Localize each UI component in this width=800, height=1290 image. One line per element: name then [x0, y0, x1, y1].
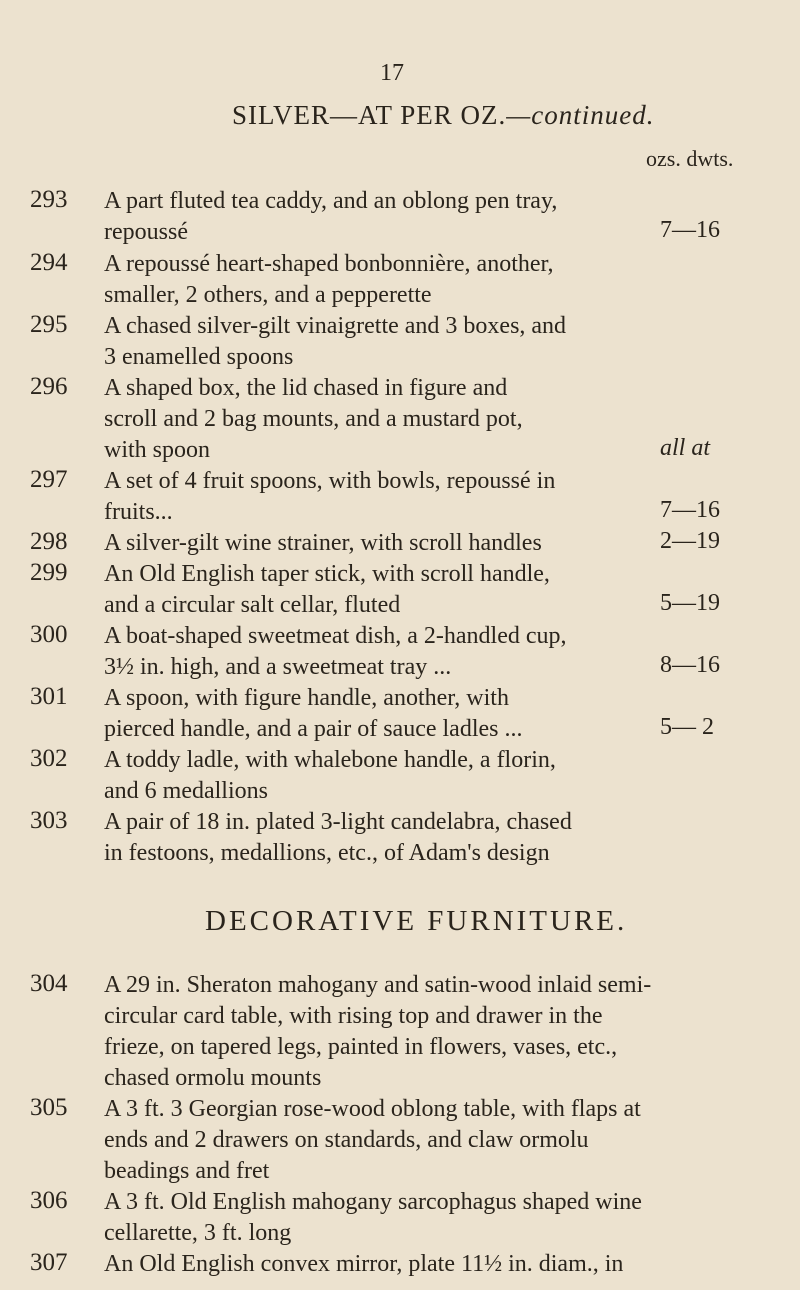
lot-number: 306 — [30, 1187, 68, 1214]
lot-description — [104, 1187, 642, 1249]
lot-number: 293 — [30, 186, 68, 213]
lot-weight: 7—16 — [660, 217, 720, 243]
lot-line: chased ormolu mounts — [104, 1065, 322, 1091]
lot-description — [104, 683, 522, 745]
section-heading: DECORATIVE FURNITURE. — [205, 905, 628, 937]
lot-number: 301 — [30, 683, 68, 710]
lot-line: A chased silver-gilt vinaigrette and 3 boxes, and — [104, 313, 567, 339]
lot-line: A silver-gilt wine strainer, with scroll handles — [104, 530, 542, 556]
lot-line: pierced handle, and a pair of sauce ladles ... — [104, 716, 523, 742]
lot-description — [104, 745, 556, 807]
lot-number: 307 — [30, 1249, 68, 1276]
lot-weight: 8—16 — [660, 652, 720, 678]
lot-number: 296 — [30, 373, 68, 400]
lot-description — [104, 1094, 641, 1187]
lot-weight: 2—19 — [660, 528, 720, 554]
running-head-title: SILVER—AT PER OZ. — [232, 100, 507, 130]
lot-number: 294 — [30, 249, 68, 276]
lot-line: A set of 4 fruit spoons, with bowls, repoussé in — [104, 468, 556, 494]
lot-line: ends and 2 drawers on standards, and claw ormolu — [104, 1127, 589, 1153]
lot-line: A toddy ladle, with whalebone handle, a florin, — [104, 747, 556, 773]
lot-line: fruits... — [104, 499, 173, 525]
lot-description — [104, 970, 651, 1094]
lot-number: 300 — [30, 621, 68, 648]
lot-description — [104, 186, 557, 248]
lot-number: 303 — [30, 807, 68, 834]
lot-number: 305 — [30, 1094, 68, 1121]
lot-line: scroll and 2 bag mounts, and a mustard pot, — [104, 406, 523, 432]
lot-line: A spoon, with figure handle, another, with — [104, 685, 509, 711]
lot-number: 302 — [30, 745, 68, 772]
lot-number: 297 — [30, 466, 68, 493]
lot-description — [104, 373, 523, 466]
lot-number: 299 — [30, 559, 68, 586]
lot-description — [104, 249, 554, 311]
lot-line: A 29 in. Sheraton mahogany and satin-wood inlaid semi- — [104, 972, 652, 998]
lot-line: A part fluted tea caddy, and an oblong pen tray, — [104, 188, 558, 214]
lot-line: An Old English taper stick, with scroll handle, — [104, 561, 550, 587]
lot-weight: 7—16 — [660, 497, 720, 523]
lot-line: circular card table, with rising top and drawer in the — [104, 1003, 603, 1029]
lot-line: cellarette, 3 ft. long — [104, 1220, 292, 1246]
lot-line: A shaped box, the lid chased in figure and — [104, 375, 508, 401]
lot-line: and 6 medallions — [104, 778, 268, 804]
lot-line: beadings and fret — [104, 1158, 270, 1184]
lot-weight: 5—19 — [660, 590, 720, 616]
lot-description — [104, 466, 555, 528]
lot-weight: all at — [660, 435, 711, 461]
lot-description — [104, 559, 550, 621]
lot-line: A pair of 18 in. plated 3-light candelabra, chased — [104, 809, 572, 835]
lot-description — [104, 528, 542, 559]
lot-number: 295 — [30, 311, 68, 338]
lot-description — [104, 621, 567, 683]
lot-number: 298 — [30, 528, 68, 555]
lot-line: with spoon — [104, 437, 211, 463]
lot-line: and a circular salt cellar, fluted — [104, 592, 401, 618]
running-head — [232, 100, 655, 131]
lot-line: frieze, on tapered legs, painted in flowers, vases, etc., — [104, 1034, 618, 1060]
lot-line: An Old English convex mirror, plate 11½ in. diam., in — [104, 1251, 624, 1277]
lot-line: A 3 ft. 3 Georgian rose-wood oblong table, with flaps at — [104, 1096, 641, 1122]
lot-weight: 5— 2 — [660, 714, 714, 740]
lot-line: smaller, 2 others, and a pepperette — [104, 282, 432, 308]
running-head-continued: —continued. — [506, 100, 655, 130]
lot-description — [104, 807, 572, 869]
weight-units-header: ozs. dwts. — [646, 146, 734, 171]
lot-line: 3 enamelled spoons — [104, 344, 294, 370]
lot-line: A 3 ft. Old English mahogany sarcophagus shaped wine — [104, 1189, 642, 1215]
page-number: 17 — [380, 60, 404, 86]
lot-line: 3½ in. high, and a sweetmeat tray ... — [104, 654, 452, 680]
lot-line: repoussé — [104, 219, 188, 245]
lot-description — [104, 311, 566, 373]
lot-line: in festoons, medallions, etc., of Adam's design — [104, 840, 550, 866]
lot-description — [104, 1249, 623, 1280]
lot-number: 304 — [30, 970, 68, 997]
lot-line: A repoussé heart-shaped bonbonnière, another, — [104, 251, 554, 277]
lot-line: A boat-shaped sweetmeat dish, a 2-handled cup, — [104, 623, 567, 649]
